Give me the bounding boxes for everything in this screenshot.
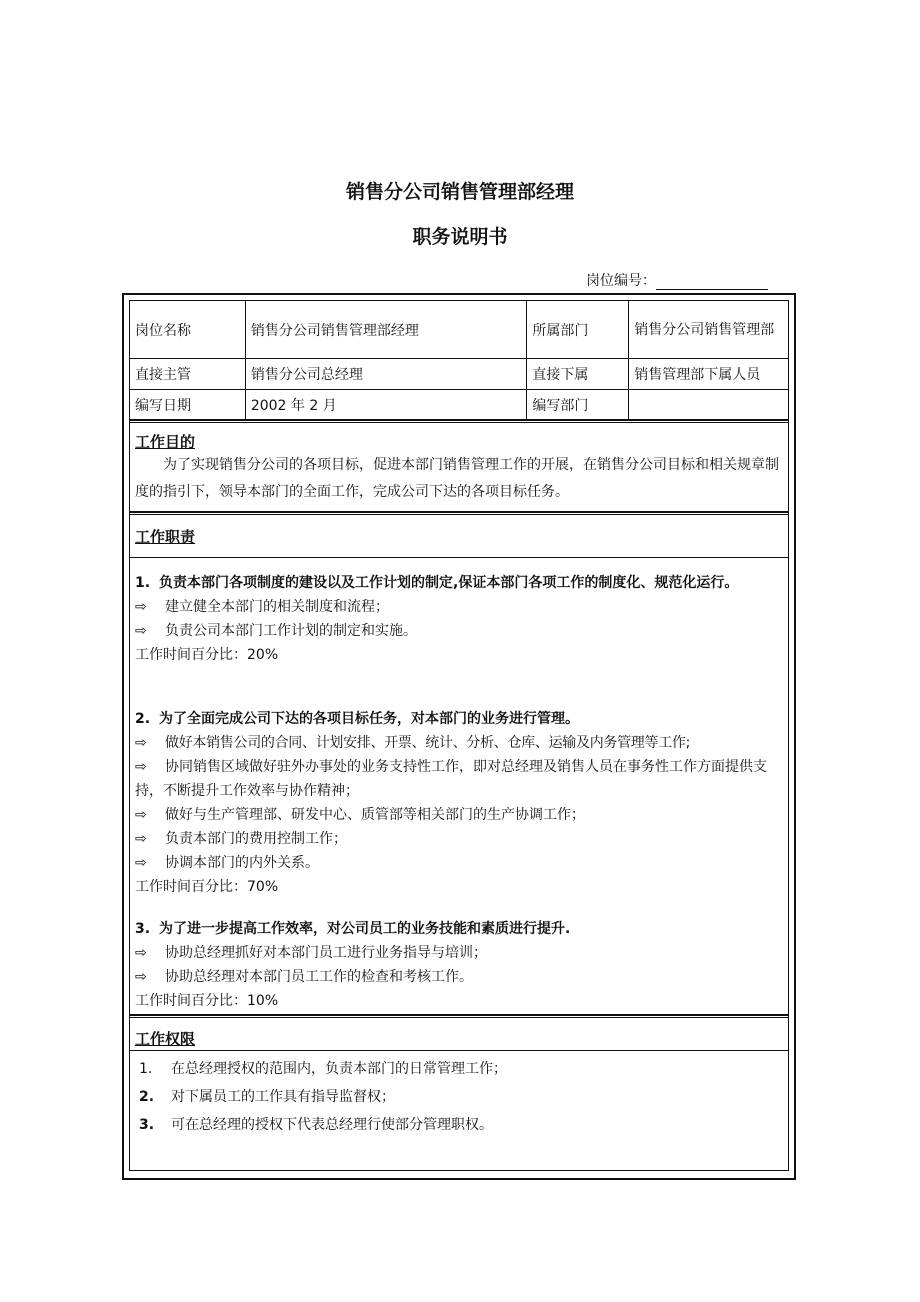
- cell-value: [629, 390, 789, 421]
- document-title: 销售分公司销售管理部经理: [345, 181, 574, 203]
- position-number-label: 岗位编号：: [586, 273, 656, 289]
- arrow-icon: ⇨: [135, 807, 147, 823]
- duty-title-text: 为了进一步提高工作效率，对公司员工的业务技能和素质进行提升.: [159, 921, 571, 937]
- content-border: [129, 419, 789, 1171]
- arrow-icon: ⇨: [135, 599, 147, 615]
- table-row: [130, 301, 789, 359]
- bullet-text: 协同销售区域做好驻外办事处的业务支持性工作，即对总经理及销售人员在事务性工作方面提供支持，不断提升工作效率与协作精神；: [135, 759, 767, 799]
- cell-value: 销售分公司销售管理部: [629, 301, 789, 359]
- info-table: [129, 300, 789, 421]
- table-row: [130, 359, 789, 390]
- time-percentage: 工作时间百分比：20%: [135, 647, 279, 663]
- arrow-icon: ⇨: [135, 735, 147, 751]
- bullet-text: 做好与生产管理部、研发中心、质管部等相关部门的生产协调工作；: [165, 807, 585, 823]
- bullet-text: 协助总经理抓好对本部门员工进行业务指导与培训；: [165, 945, 487, 961]
- table-row: [130, 390, 789, 421]
- cell-label: 直接下属: [527, 359, 629, 390]
- cell-value: 销售分公司销售管理部经理: [245, 301, 527, 359]
- cell-label: 岗位名称: [130, 301, 246, 359]
- duty-number: 2.: [135, 711, 151, 727]
- cell-label: 编写日期: [130, 390, 246, 421]
- bullet-text: 负责公司本部门工作计划的制定和实施。: [165, 623, 417, 639]
- duty-title-text: 为了全面完成公司下达的各项目标任务，对本部门的业务进行管理。: [159, 711, 579, 727]
- arrow-icon: ⇨: [135, 945, 147, 961]
- bullet-text: 做好本销售公司的合同、计划安排、开票、统计、分析、仓库、运输及内务管理等工作;: [165, 735, 691, 751]
- info-table-wrap: [129, 300, 789, 421]
- arrow-icon: ⇨: [135, 969, 147, 985]
- authority-number: 1.: [139, 1061, 153, 1077]
- authority-number: 3.: [139, 1117, 155, 1133]
- cell-value: 销售分公司总经理: [245, 359, 527, 390]
- position-number: [586, 270, 768, 290]
- duty-number: 1.: [135, 575, 151, 591]
- bullet-text: 建立健全本部门的相关制度和流程；: [165, 599, 389, 615]
- cell-label: 编写部门: [527, 390, 629, 421]
- duty-number: 3.: [135, 921, 151, 937]
- position-number-blank[interactable]: [656, 274, 768, 290]
- purpose-heading: 工作目的: [135, 433, 196, 451]
- arrow-icon: ⇨: [135, 855, 147, 871]
- arrow-icon: ⇨: [135, 623, 147, 639]
- authority-text: 对下属员工的工作具有指导监督权；: [171, 1089, 395, 1105]
- cell-value: 2002 年 2 月: [245, 390, 527, 421]
- arrow-icon: ⇨: [135, 759, 147, 775]
- cell-value: 销售管理部下属人员: [629, 359, 789, 390]
- arrow-icon: ⇨: [135, 831, 147, 847]
- time-percentage: 工作时间百分比：10%: [135, 993, 279, 1009]
- cell-label: 所属部门: [527, 301, 629, 359]
- job-description-frame: [122, 293, 796, 1180]
- bullet-text: 负责本部门的费用控制工作；: [165, 831, 347, 847]
- authority-number: 2.: [139, 1089, 155, 1105]
- bullet-text: 协助总经理对本部门员工工作的检查和考核工作。: [165, 969, 473, 985]
- authority-text: 可在总经理的授权下代表总经理行使部分管理职权。: [171, 1117, 493, 1133]
- authority-heading: 工作权限: [135, 1030, 196, 1048]
- document-subtitle: 职务说明书: [412, 226, 508, 248]
- duties-heading: 工作职责: [135, 528, 196, 546]
- cell-label: 直接主管: [130, 359, 246, 390]
- purpose-text: 为了实现销售分公司的各项目标，促进本部门销售管理工作的开展，在销售分公司目标和相关规章制度的指引下，领导本部门的全面工作，完成公司下达的各项目标任务。: [135, 457, 779, 500]
- bullet-text: 协调本部门的内外关系。: [165, 855, 319, 871]
- authority-text: 在总经理授权的范围内，负责本部门的日常管理工作；: [171, 1061, 507, 1077]
- time-percentage: 工作时间百分比：70%: [135, 879, 279, 895]
- duty-title-text: 负责本部门各项制度的建设以及工作计划的制定,保证本部门各项工作的制度化、规范化运行。: [159, 575, 739, 591]
